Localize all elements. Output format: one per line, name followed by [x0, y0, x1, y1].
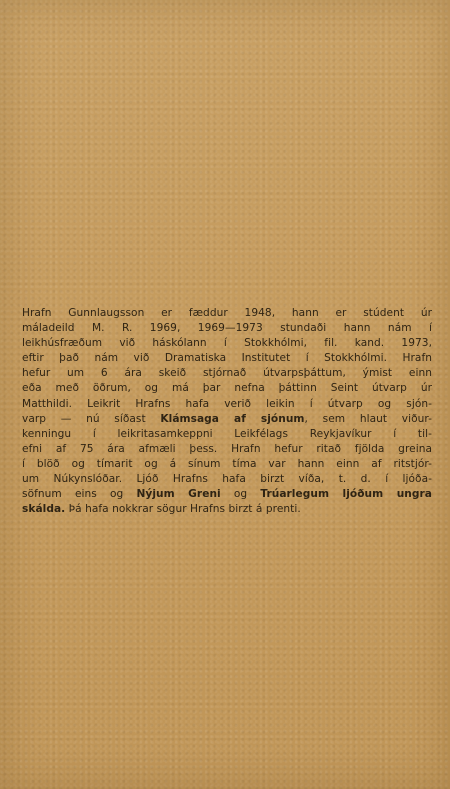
biography-line-8 — [22, 412, 432, 427]
work-title: Klámsaga af sjónum — [160, 412, 305, 425]
text-run: leikhúsfræðum við háskólann í Stokkhólmi, fil. kand. 1973, — [22, 337, 432, 350]
text-run: eftir það nám við Dramatiska Institutet í Stokkhólmi. Hrafn — [22, 352, 432, 365]
author-biography — [22, 306, 432, 517]
biography-line-12 — [22, 472, 432, 487]
biography-line-9 — [22, 427, 432, 442]
text-run: í blöð og tímarit og á sínum tíma var hann einn af ritstjór- — [22, 457, 432, 470]
biography-line-6 — [22, 381, 432, 396]
biography-line-3 — [22, 336, 432, 351]
biography-line-2 — [22, 321, 432, 336]
text-run: um Núkynslóðar. Ljóð Hrafns hafa birzt víða, t. d. í ljóða- — [22, 473, 432, 486]
biography-line-11 — [22, 457, 432, 472]
biography-line-10 — [22, 442, 432, 457]
text-run: og — [220, 488, 261, 501]
biography-line-5 — [22, 366, 432, 381]
work-title: Nýjum Greni — [136, 488, 221, 501]
work-title: Trúarlegum ljóðum ungra — [260, 488, 432, 501]
text-run: , sem hlaut viður- — [304, 412, 433, 425]
work-title: skálda. — [22, 503, 66, 516]
text-run: hefur um 6 ára skeið stjórnað útvarpsþáttum, ýmist einn — [22, 367, 432, 380]
biography-line-14 — [22, 502, 432, 517]
biography-line-13 — [22, 487, 432, 502]
text-run: kenningu í leikritasamkeppni Leikfélags Reykjavíkur í til- — [22, 427, 432, 440]
text-run: söfnum eins og — [22, 488, 137, 501]
text-run: Matthildi. Leikrit Hrafns hafa verið leikin í útvarp og sjón- — [22, 397, 432, 410]
text-run: eða með öðrum, og má þar nefna þáttinn Seint útvarp úr — [22, 382, 432, 395]
biography-line-4 — [22, 351, 432, 366]
text-run: efni af 75 ára afmæli þess. Hrafn hefur ritað fjölda greina — [22, 442, 432, 455]
biography-line-7 — [22, 397, 432, 412]
text-run: Hrafn Gunnlaugsson er fæddur 1948, hann er stúdent úr — [22, 307, 432, 319]
text-run: varp — nú síðast — [22, 412, 161, 425]
text-run: Þá hafa nokkrar sögur Hrafns birzt á prenti. — [65, 503, 301, 516]
biography-line-1 — [22, 306, 432, 321]
text-run: máladeild M. R. 1969, 1969—1973 stundaði hann nám í — [22, 322, 432, 335]
